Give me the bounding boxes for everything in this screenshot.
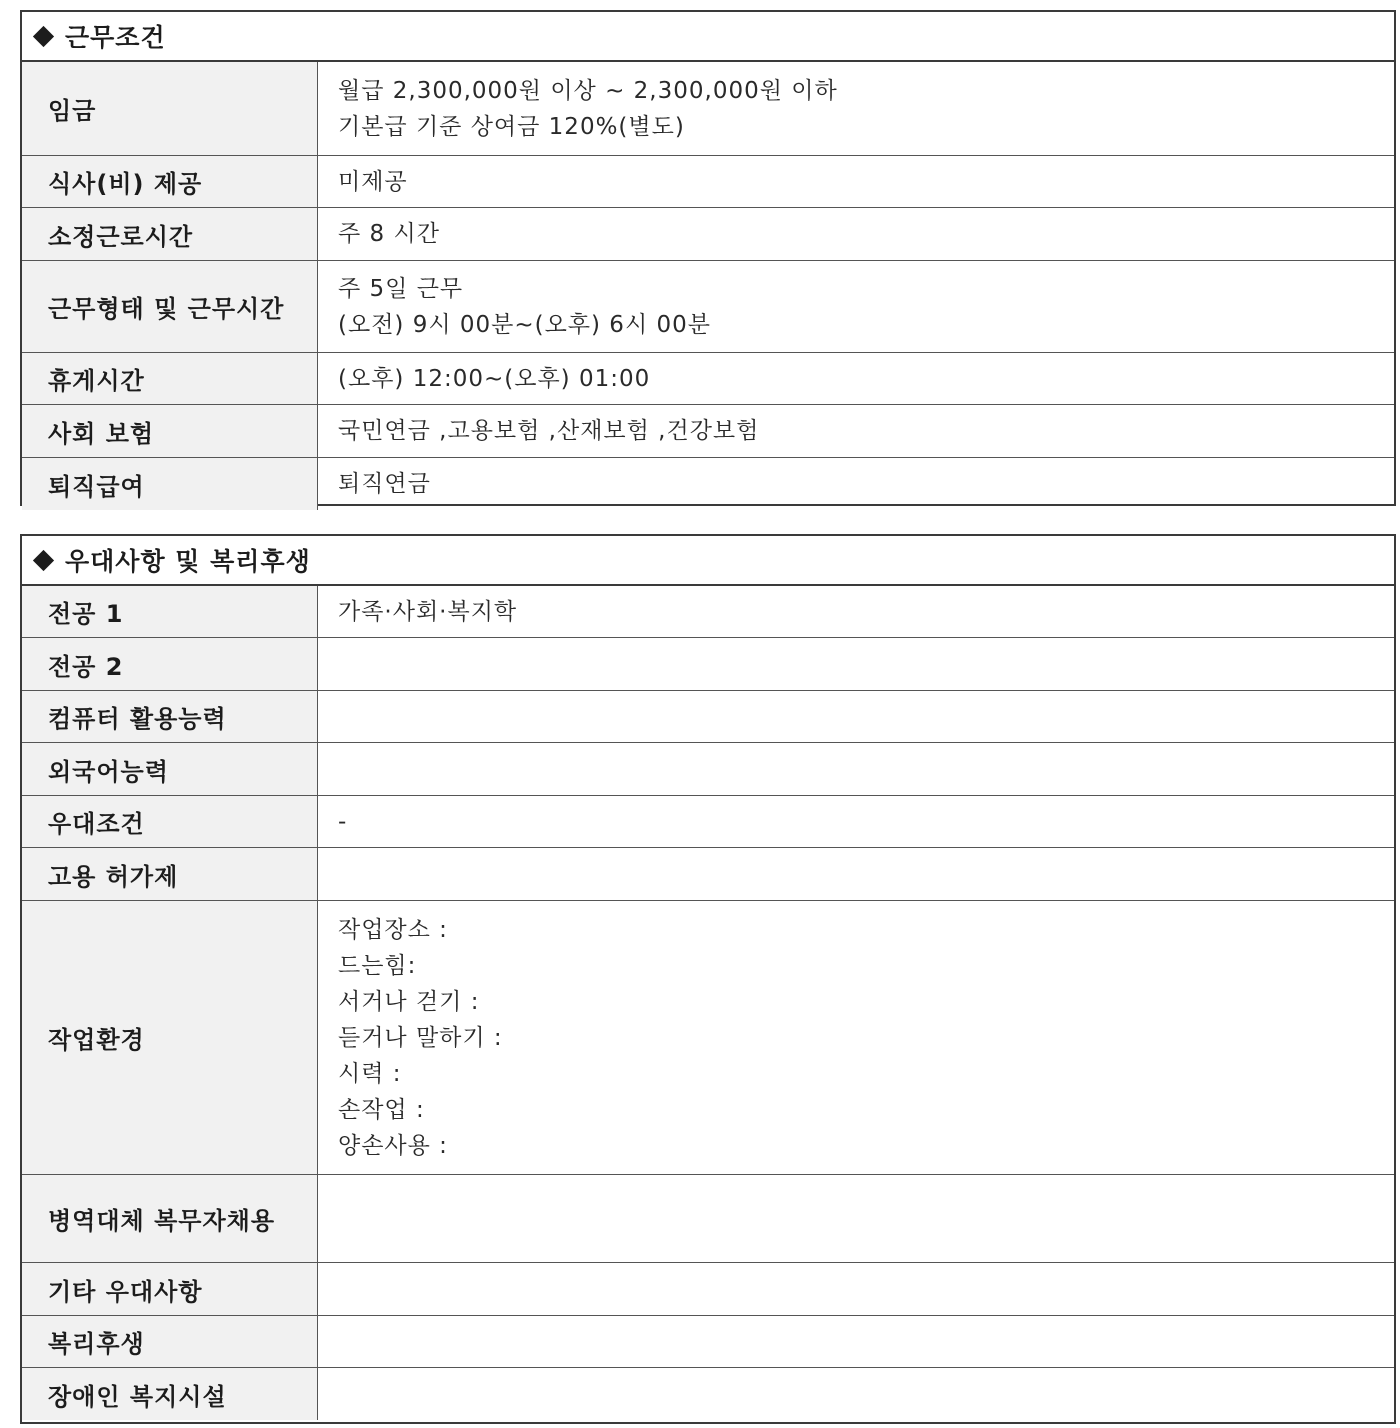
value-line: 가족·사회·복지학 xyxy=(338,598,518,625)
value-line: 기본급 기준 상여금 120%(별도) xyxy=(338,113,685,140)
value-line: 서거나 걷기 : xyxy=(338,988,480,1015)
value-line: (오후) 12:00~(오후) 01:00 xyxy=(338,365,651,392)
table-row xyxy=(22,458,1394,510)
benefits-section xyxy=(20,534,1396,1424)
row-label: 병역대체 복무자채용 xyxy=(22,1175,318,1262)
diamond-bullet-icon xyxy=(33,25,54,46)
value-line: 양손사용 : xyxy=(338,1132,448,1159)
value-line: 듣거나 말하기 : xyxy=(338,1024,503,1051)
table-row xyxy=(22,691,1394,743)
table-row xyxy=(22,353,1394,405)
row-label: 임금 xyxy=(22,62,318,155)
row-label: 복리후생 xyxy=(22,1316,318,1367)
work-conditions-title xyxy=(22,12,1394,62)
table-row xyxy=(22,1175,1394,1263)
table-row xyxy=(22,638,1394,691)
section-title-text: 근무조건 xyxy=(65,23,166,52)
row-value xyxy=(318,353,1394,404)
table-row xyxy=(22,62,1394,156)
row-label: 근무형태 및 근무시간 xyxy=(22,261,318,352)
table-row xyxy=(22,743,1394,796)
table-row xyxy=(22,156,1394,208)
row-label: 작업환경 xyxy=(22,901,318,1174)
value-line: 손작업 : xyxy=(338,1096,425,1123)
diamond-bullet-icon xyxy=(33,549,54,570)
row-label: 전공 2 xyxy=(22,638,318,690)
work-conditions-table xyxy=(22,62,1394,510)
work-conditions-section xyxy=(20,10,1396,506)
value-line: - xyxy=(338,808,348,835)
table-row xyxy=(22,208,1394,261)
value-line: 월급 2,300,000원 이상 ~ 2,300,000원 이하 xyxy=(338,77,838,104)
value-line: 주 8 시간 xyxy=(338,221,440,247)
row-label: 외국어능력 xyxy=(22,743,318,795)
section-title-text: 우대사항 및 복리후생 xyxy=(65,547,311,576)
row-value xyxy=(318,156,1394,207)
table-row xyxy=(22,1263,1394,1316)
table-row xyxy=(22,586,1394,638)
row-label: 컴퓨터 활용능력 xyxy=(22,691,318,742)
row-label: 기타 우대사항 xyxy=(22,1263,318,1315)
row-label: 고용 허가제 xyxy=(22,848,318,900)
row-value xyxy=(318,901,1394,1174)
table-row xyxy=(22,901,1394,1175)
value-line: 퇴직연금 xyxy=(338,471,431,497)
row-value xyxy=(318,1368,1394,1420)
row-value xyxy=(318,1175,1394,1262)
benefits-title xyxy=(22,536,1394,586)
row-label: 퇴직급여 xyxy=(22,458,318,510)
row-label: 휴게시간 xyxy=(22,353,318,404)
row-label: 사회 보험 xyxy=(22,405,318,457)
benefits-table xyxy=(22,586,1394,1420)
value-line: 국민연금 ,고용보험 ,산재보험 ,건강보험 xyxy=(338,418,760,444)
value-line: 작업장소 : xyxy=(338,916,448,943)
row-value xyxy=(318,208,1394,260)
row-value xyxy=(318,458,1394,510)
value-line: 시력 : xyxy=(338,1060,402,1087)
row-label: 장애인 복지시설 xyxy=(22,1368,318,1420)
value-line: 미제공 xyxy=(338,168,408,195)
row-value xyxy=(318,1263,1394,1315)
row-label: 우대조건 xyxy=(22,796,318,847)
row-value xyxy=(318,586,1394,637)
table-row xyxy=(22,848,1394,901)
value-line: 주 5일 근무 xyxy=(338,275,464,302)
row-value xyxy=(318,405,1394,457)
table-row xyxy=(22,1368,1394,1420)
row-value xyxy=(318,638,1394,690)
row-value xyxy=(318,62,1394,155)
row-value xyxy=(318,1316,1394,1367)
table-row xyxy=(22,796,1394,848)
row-value xyxy=(318,848,1394,900)
table-row xyxy=(22,1316,1394,1368)
row-value xyxy=(318,691,1394,742)
row-label: 전공 1 xyxy=(22,586,318,637)
row-label: 식사(비) 제공 xyxy=(22,156,318,207)
value-line: (오전) 9시 00분~(오후) 6시 00분 xyxy=(338,311,711,338)
row-value xyxy=(318,743,1394,795)
row-value xyxy=(318,261,1394,352)
value-line: 드는힘: xyxy=(338,952,417,979)
row-label: 소정근로시간 xyxy=(22,208,318,260)
row-value xyxy=(318,796,1394,847)
table-row xyxy=(22,405,1394,458)
table-row xyxy=(22,261,1394,353)
